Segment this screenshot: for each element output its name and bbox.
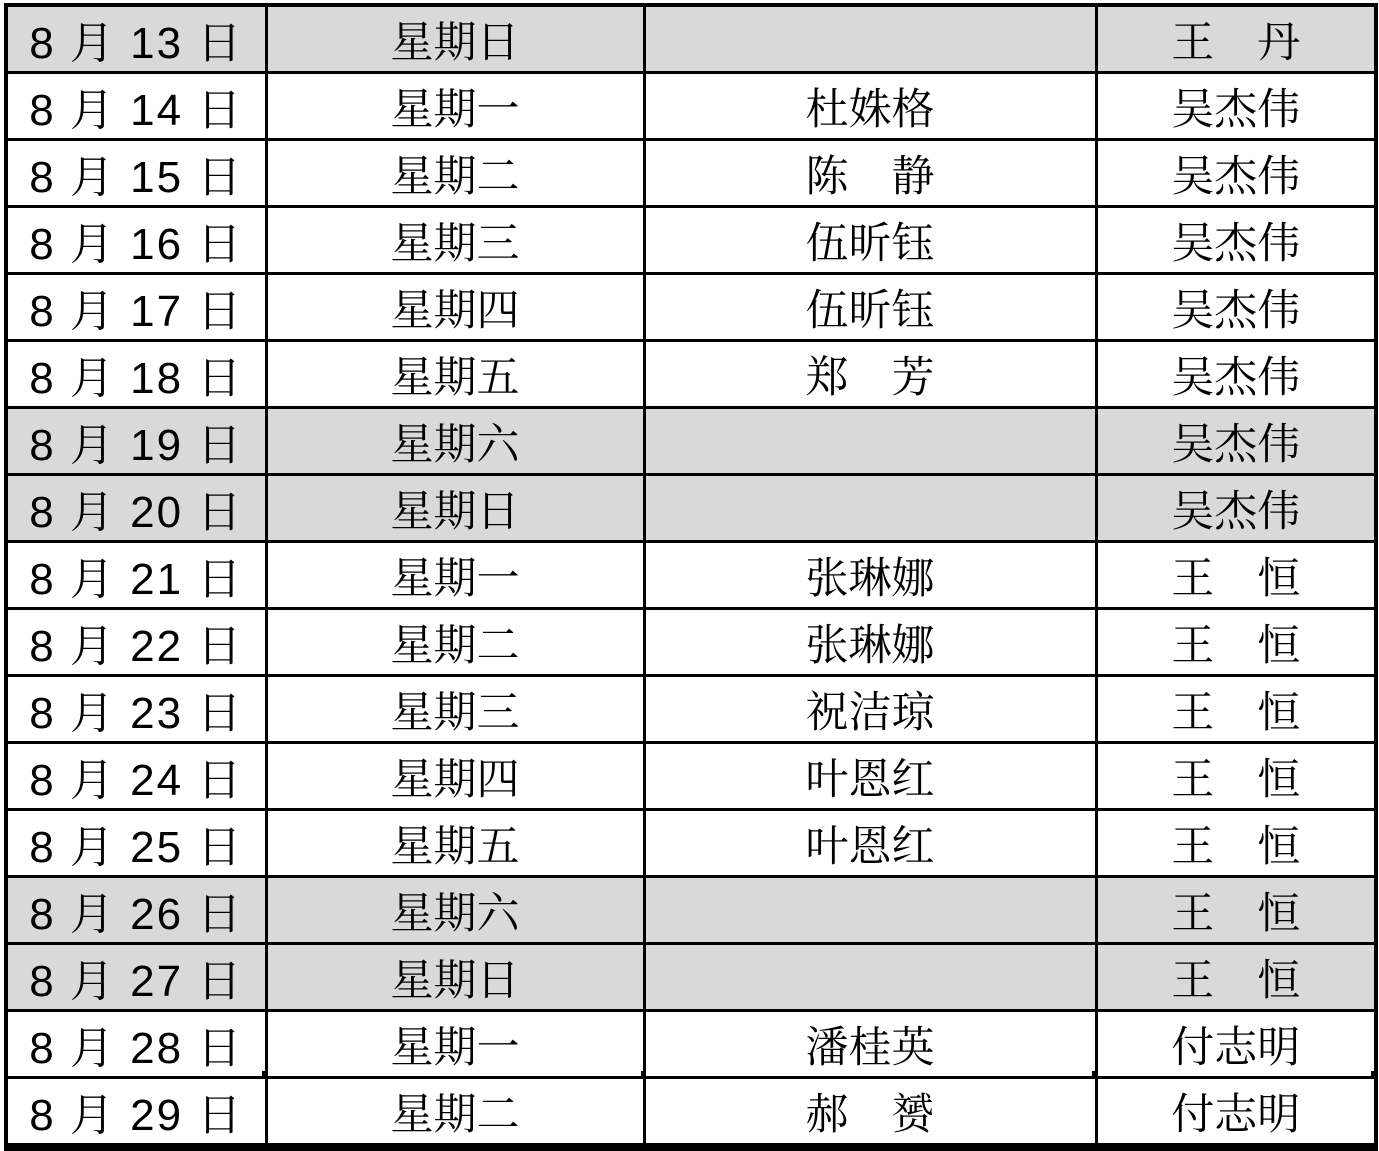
weekday-cell: 星期六 bbox=[266, 877, 644, 944]
weekday-cell: 星期一 bbox=[266, 1011, 644, 1078]
weekday-cell: 星期六 bbox=[266, 408, 644, 475]
table-row bbox=[6, 944, 1376, 1011]
table-row bbox=[6, 5, 1376, 73]
weekday-cell: 星期二 bbox=[266, 1078, 644, 1148]
table-row bbox=[6, 743, 1376, 810]
weekday-cell: 星期日 bbox=[266, 475, 644, 542]
duty-person-cell bbox=[644, 475, 1096, 542]
date-cell: 8 月 27 日 bbox=[6, 944, 266, 1011]
table-row bbox=[6, 341, 1376, 408]
duty-person-cell: 郑 芳 bbox=[644, 341, 1096, 408]
duty-person-cell bbox=[644, 877, 1096, 944]
weekday-cell: 星期一 bbox=[266, 73, 644, 140]
duty-person-cell: 祝洁琼 bbox=[644, 676, 1096, 743]
date-cell: 8 月 20 日 bbox=[6, 475, 266, 542]
weekday-cell: 星期四 bbox=[266, 274, 644, 341]
date-cell: 8 月 22 日 bbox=[6, 609, 266, 676]
duty-leader-cell: 王 恒 bbox=[1096, 542, 1376, 609]
duty-leader-cell: 吴杰伟 bbox=[1096, 73, 1376, 140]
duty-person-cell bbox=[644, 408, 1096, 475]
date-cell: 8 月 17 日 bbox=[6, 274, 266, 341]
duty-leader-cell: 吴杰伟 bbox=[1096, 475, 1376, 542]
duty-leader-cell: 王 恒 bbox=[1096, 810, 1376, 877]
date-cell: 8 月 26 日 bbox=[6, 877, 266, 944]
weekday-cell: 星期二 bbox=[266, 609, 644, 676]
duty-person-cell: 伍昕钰 bbox=[644, 207, 1096, 274]
duty-leader-cell: 吴杰伟 bbox=[1096, 341, 1376, 408]
table-row bbox=[6, 408, 1376, 475]
duty-person-cell: 叶恩红 bbox=[644, 810, 1096, 877]
table-row bbox=[6, 207, 1376, 274]
date-cell: 8 月 13 日 bbox=[6, 5, 266, 73]
weekday-cell: 星期一 bbox=[266, 542, 644, 609]
duty-person-cell: 叶恩红 bbox=[644, 743, 1096, 810]
date-cell: 8 月 24 日 bbox=[6, 743, 266, 810]
duty-person-cell: 伍昕钰 bbox=[644, 274, 1096, 341]
duty-person-cell: 张琳娜 bbox=[644, 542, 1096, 609]
weekday-cell: 星期五 bbox=[266, 341, 644, 408]
duty-person-cell: 陈 静 bbox=[644, 140, 1096, 207]
duty-leader-cell: 王 恒 bbox=[1096, 743, 1376, 810]
date-cell: 8 月 21 日 bbox=[6, 542, 266, 609]
date-cell: 8 月 23 日 bbox=[6, 676, 266, 743]
weekday-cell: 星期日 bbox=[266, 944, 644, 1011]
table-row bbox=[6, 1011, 1376, 1078]
date-cell: 8 月 18 日 bbox=[6, 341, 266, 408]
table-row bbox=[6, 542, 1376, 609]
table-row bbox=[6, 609, 1376, 676]
duty-leader-cell: 王 恒 bbox=[1096, 944, 1376, 1011]
date-cell: 8 月 15 日 bbox=[6, 140, 266, 207]
duty-person-cell: 潘桂英 bbox=[644, 1011, 1096, 1078]
duty-person-cell: 杜姝格 bbox=[644, 73, 1096, 140]
weekday-cell: 星期三 bbox=[266, 207, 644, 274]
table-row bbox=[6, 676, 1376, 743]
duty-leader-cell: 王 恒 bbox=[1096, 676, 1376, 743]
weekday-cell: 星期五 bbox=[266, 810, 644, 877]
weekday-cell: 星期四 bbox=[266, 743, 644, 810]
duty-leader-cell: 付志明 bbox=[1096, 1078, 1376, 1148]
grid-stub-col2-border bbox=[641, 1071, 644, 1078]
weekday-cell: 星期日 bbox=[266, 5, 644, 73]
duty-person-cell: 张琳娜 bbox=[644, 609, 1096, 676]
date-cell: 8 月 14 日 bbox=[6, 73, 266, 140]
duty-leader-cell: 吴杰伟 bbox=[1096, 274, 1376, 341]
date-cell: 8 月 29 日 bbox=[6, 1078, 266, 1148]
table-row bbox=[6, 475, 1376, 542]
weekday-cell: 星期三 bbox=[266, 676, 644, 743]
table-row bbox=[6, 877, 1376, 944]
table-row bbox=[6, 73, 1376, 140]
duty-leader-cell: 付志明 bbox=[1096, 1011, 1376, 1078]
date-cell: 8 月 19 日 bbox=[6, 408, 266, 475]
duty-leader-cell: 吴杰伟 bbox=[1096, 140, 1376, 207]
grid-stub-right-border bbox=[1371, 1071, 1374, 1078]
duty-leader-cell: 王 恒 bbox=[1096, 877, 1376, 944]
table-row bbox=[6, 1078, 1376, 1148]
date-cell: 8 月 25 日 bbox=[6, 810, 266, 877]
grid-stub-col1-border bbox=[262, 1071, 265, 1078]
duty-person-cell: 郝 赟 bbox=[644, 1078, 1096, 1148]
duty-person-cell bbox=[644, 944, 1096, 1011]
duty-leader-cell: 王 恒 bbox=[1096, 609, 1376, 676]
table-row bbox=[6, 274, 1376, 341]
table-row bbox=[6, 140, 1376, 207]
weekday-cell: 星期二 bbox=[266, 140, 644, 207]
table-row bbox=[6, 810, 1376, 877]
grid-stub-left-border bbox=[4, 1071, 7, 1078]
duty-roster-table bbox=[4, 3, 1378, 1151]
date-cell: 8 月 28 日 bbox=[6, 1011, 266, 1078]
duty-person-cell bbox=[644, 5, 1096, 73]
duty-leader-cell: 吴杰伟 bbox=[1096, 408, 1376, 475]
date-cell: 8 月 16 日 bbox=[6, 207, 266, 274]
duty-leader-cell: 吴杰伟 bbox=[1096, 207, 1376, 274]
duty-leader-cell: 王 丹 bbox=[1096, 5, 1376, 73]
grid-stub-col3-border bbox=[1092, 1071, 1095, 1078]
